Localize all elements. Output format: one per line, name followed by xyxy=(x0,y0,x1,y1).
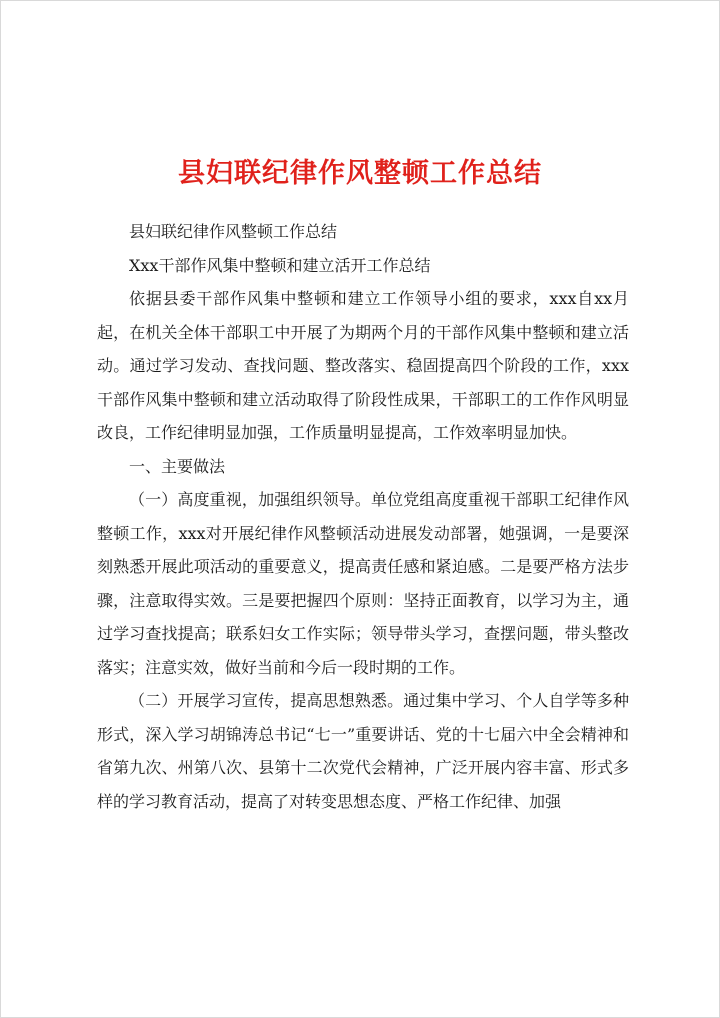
paragraph-subtitle: 县妇联纪律作风整顿工作总结 xyxy=(129,222,338,241)
document-body xyxy=(97,215,629,818)
document-title: 县妇联纪律作风整顿工作总结 xyxy=(178,158,542,189)
paragraph-heading: Xxx干部作风集中整顿和建立活开工作总结 xyxy=(129,255,431,275)
paragraph-section-2: （二）开展学习宣传，提高思想熟悉。通过集中学习、个人自学等多种形式，深入学习胡锦涛总书记“七一”重要讲话、党的十七届六中全会精神和省第九次、州第八次、县第十二次党代会精神，广泛开展内容丰富、形式多样的学习教育活动，提高了对转变思想态度、严格工作纪律、加强 xyxy=(97,691,629,811)
paragraph-section-1: （一）高度重视，加强组织领导。单位党组高度重视干部职工纪律作风整顿工作，xxx对开展纪律作风整顿活动进展发动部署，她强调，一是要深刻熟悉开展此项活动的重要意义，提高责任感和紧迫感。二是要严格方法步骤，注意取得实效。三是要把握四个原则：坚持正面教育，以学习为主，通过学习查找提高；联系妇女工作实际；领导带头学习，查摆问题，带头整改落实；注意实效，做好当前和今后一段时期的工作。 xyxy=(97,490,629,677)
section-heading-main-methods: 一、主要做法 xyxy=(129,456,226,476)
paragraph-intro: 依据县委干部作风集中整顿和建立工作领导小组的要求，xxx自xx月起，在机关全体干部职工中开展了为期两个月的干部作风集中整顿和建立活动。通过学习发动、查找问题、整改落实、稳固提高四个阶段的工作，xxx干部作风集中整顿和建立活动取得了阶段性成果，干部职工的工作作风明显改良，工作纪律明显加强，工作质量明显提高，工作效率明显加快。 xyxy=(97,289,629,442)
